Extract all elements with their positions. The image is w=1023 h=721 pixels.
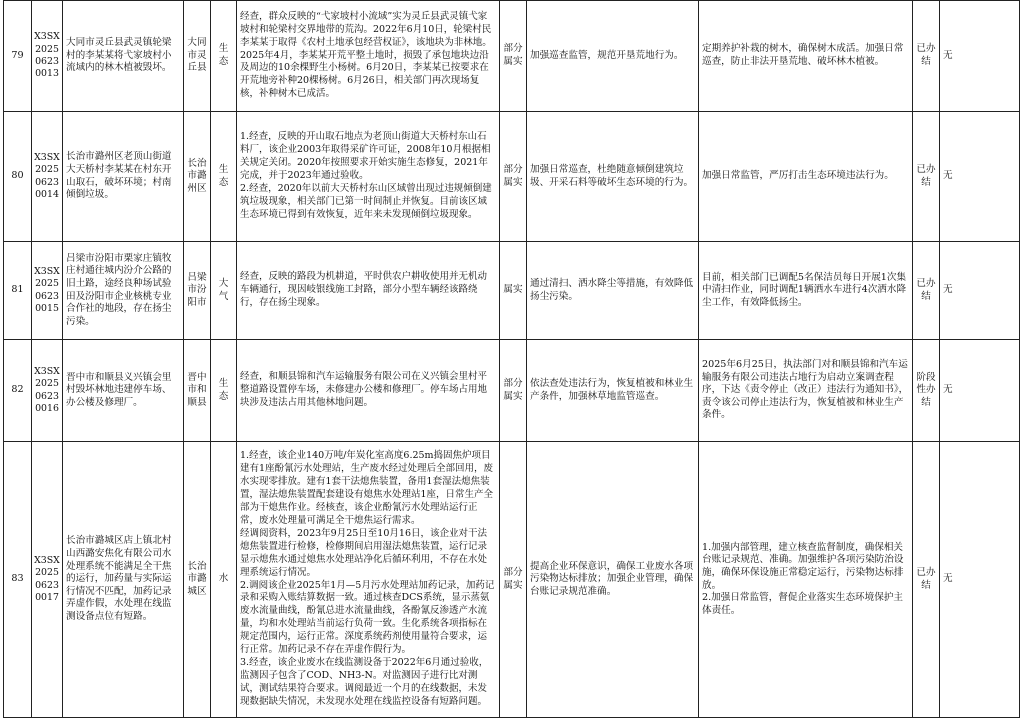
case-status: 已办结: [913, 442, 940, 718]
pollution-type: 生态: [211, 1, 237, 112]
rectification-progress: 2025年6月25日，执法部门对和顺县锦和汽车运输服务有限公司违法占地行为启动立案调查程序，下达《责令停止（改正）违法行为通知书》，责令该公司停止违法行为，恢复植被和林业生产条件。: [699, 340, 913, 442]
verdict: 部分属实: [500, 340, 527, 442]
accountability: 无: [940, 442, 1020, 718]
issue-description: 长治市潞州区老顶山街道大天桥村李某某在村东开山取石，破坏环境；村南倾倒垃圾。: [63, 112, 184, 242]
pollution-type: 生态: [211, 340, 237, 442]
verdict: 属实: [500, 242, 527, 340]
pollution-type: 水: [211, 442, 237, 718]
table-row: [4, 442, 1020, 718]
table-row: [4, 1, 1020, 112]
table-row: [4, 242, 1020, 340]
complaint-table-page: [3, 0, 1019, 718]
case-code: X3SX202506230014: [32, 112, 63, 242]
rectification-progress: 加强日常监管，严厉打击生态环境违法行为。: [699, 112, 913, 242]
rectification-progress: 定期养护补栽的树木，确保树木成活。加强日常巡查，防止非法开垦荒地、破坏林木植被。: [699, 1, 913, 112]
issue-description: 晋中市和顺县义兴镇会里村毁坏林地违建停车场、办公楼及修理厂。: [63, 340, 184, 442]
case-code: X3SX202506230017: [32, 442, 63, 718]
administrative-region: 大同市灵丘县: [184, 1, 211, 112]
verdict: 部分属实: [500, 1, 527, 112]
case-code: X3SX202506230013: [32, 1, 63, 112]
row-number: 83: [4, 442, 32, 718]
verdict: 部分属实: [500, 112, 527, 242]
administrative-region: 晋中市和顺县: [184, 340, 211, 442]
investigation-findings: 经查，和顺县锦和汽车运输服务有限公司在义兴镇会里村平整道路设置停车场，未修建办公楼和修理厂。停车场占用地块涉及违法占用其他林地问题。: [237, 340, 500, 442]
accountability: 无: [940, 1, 1020, 112]
administrative-region: 长治市潞州区: [184, 112, 211, 242]
row-number: 82: [4, 340, 32, 442]
case-status: 已办结: [913, 1, 940, 112]
administrative-region: 长治市潞城区: [184, 442, 211, 718]
accountability: 无: [940, 340, 1020, 442]
investigation-findings: 1.经查，反映的开山取石地点为老顶山街道大天桥村东山石料厂，该企业2003年取得采矿许可证，2008年10月根据相关规定关闭。2020年按照要求开始实施生态修复，2021年完成，并于2023年通过验收。 2.经查，2020年以前大天桥村东山区域曾出现过违规倾倒建筑垃圾现象，相关部门已第一时间制止并恢复。目前该区域生态环境已得到有效恢复，近年来未发现倾倒垃圾现象。: [237, 112, 500, 242]
rectification-measures: 提高企业环保意识，确保工业废水各项污染物达标排放；加强企业管理，确保台账记录规范准确。: [527, 442, 699, 718]
case-code: X3SX202506230015: [32, 242, 63, 340]
issue-description: 吕梁市汾阳市栗家庄镇牧庄村通往城内汾介公路的旧土路，途经良种场试验田及汾阳市企业核桃专业合作社的地段，存在扬尘污染。: [63, 242, 184, 340]
rectification-progress: 目前，相关部门已调配5名保洁员每日开展1次集中清扫作业，同时调配1辆洒水车进行4次洒水降尘工作，有效降低扬尘。: [699, 242, 913, 340]
rectification-measures: 依法查处违法行为，恢复植被和林业生产条件，加强林草地监管巡查。: [527, 340, 699, 442]
rectification-measures: 加强巡查监管，规范开垦荒地行为。: [527, 1, 699, 112]
row-number: 81: [4, 242, 32, 340]
rectification-measures: 加强日常巡查，杜绝随意倾倒建筑垃圾、开采石料等破坏生态环境的行为。: [527, 112, 699, 242]
complaint-table: [3, 0, 1020, 718]
row-number: 80: [4, 112, 32, 242]
accountability: 无: [940, 112, 1020, 242]
table-row: [4, 340, 1020, 442]
issue-description: 大同市灵丘县武灵镇轮梁村的李某某将弋家坡村小流域内的林木植被毁坏。: [63, 1, 184, 112]
case-status: 已办结: [913, 242, 940, 340]
issue-description: 长治市潞城区店上镇北村山西潞安焦化有限公司水处理系统不能满足全干焦的运行，加药量与实际运行情况不匹配，加药记录弄虚作假，水处理在线监测设备点位有短路。: [63, 442, 184, 718]
investigation-findings: 经查，反映的路段为机耕道，平时供农户耕收使用并无机动车辆通行，现因岐银线施工封路，部分小型车辆经该路绕行，存在扬尘现象。: [237, 242, 500, 340]
pollution-type: 生态: [211, 112, 237, 242]
verdict: 部分属实: [500, 442, 527, 718]
pollution-type: 大气: [211, 242, 237, 340]
table-row: [4, 112, 1020, 242]
administrative-region: 吕梁市汾阳市: [184, 242, 211, 340]
case-status: 已办结: [913, 112, 940, 242]
rectification-progress: 1.加强内部管理，建立核查监督制度，确保相关台账记录规范、准确。加强维护各项污染防治设施，确保环保设施正常稳定运行，污染物达标排放。 2.加强日常监管，督促企业落实生态环境保护主体责任。: [699, 442, 913, 718]
rectification-measures: 通过清扫、洒水降尘等措施，有效降低扬尘污染。: [527, 242, 699, 340]
accountability: 无: [940, 242, 1020, 340]
investigation-findings: 经查，群众反映的“弋家坡村小流域”实为灵丘县武灵镇弋家坡村和轮梁村交界地带的荒沟。2022年6月10日，轮梁村民李某某于取得《农村土地承包经营权证》，该地块为非林地。2025年4月，李某某开荒平整土地时，损毁了承包地块边沿及周边的10余棵野生小杨树。6月20日，李某某已按要求在开荒地旁补种20棵杨树。6月26日，相关部门再次现场复核，补种树木已成活。: [237, 1, 500, 112]
case-status: 阶段性办结: [913, 340, 940, 442]
case-code: X3SX202506230016: [32, 340, 63, 442]
row-number: 79: [4, 1, 32, 112]
investigation-findings: 1.经查，该企业140万吨/年炭化室高度6.25m捣固焦炉项目建有1座酚氰污水处理站，生产废水经过处理后全部回用，废水实现零排放。建有1套干法熄焦装置，备用1套湿法熄焦装置，湿法熄焦装置配套建设有熄焦水处理站1座，日常生产全部为干熄焦作业。经核查，该企业酚氰污水处理站运行正常，废水处理量可满足全干熄焦运行需求。 经调阅资料，2023年9月25日至10月16日，该企业对干法熄焦装置进行检修，检修期间启用湿法熄焦装置，运行记录显示熄焦水通过熄焦水处理站净化后循环利用，不存在水处理系统运行情况。 2.调阅该企业2025年1月—5月污水处理站加药记录，加药记录和采购入账结算数据一致。通过核查DCS系统，显示蒸氨废水流量曲线，酚氰总进水流量曲线，各酚氰反渗透产水流量，均和水处理站当前运行负荷一致。生化系统各项指标在规定范围内，运行正常。深度系统药剂使用量符合要求，运行正常。加药记录不存在弄虚作假行为。 3.经查，该企业废水在线监测设备于2022年6月通过验收，监测因子包含了COD、NH3-N。对监测因子进行比对测试，测试结果符合要求。调阅最近一个月的在线数据，未发现数据缺失情况，未发现水处理在线监控设备有短路问题。: [237, 442, 500, 718]
